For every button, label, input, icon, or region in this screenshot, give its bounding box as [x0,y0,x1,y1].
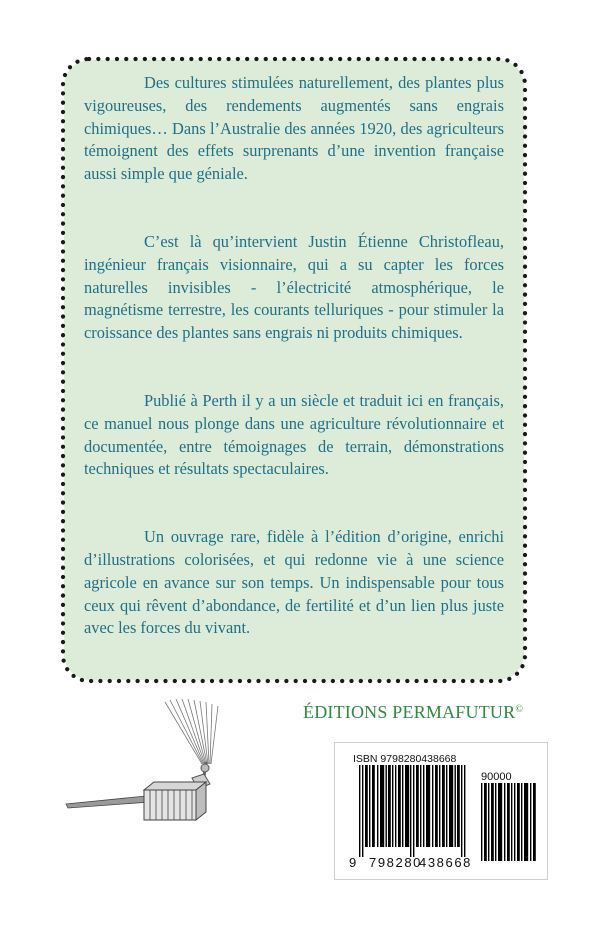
copyright-mark: © [515,704,524,715]
isbn-barcode [349,765,473,857]
blurb-paragraph-1: Des cultures stimulées naturellement, des plantes plus vigoureuses, des rendements augmentés sans engrais chimiques… Dans l’Australie des années 1920, des agriculteurs témoignent des effets surprenants d’une invention française aussi simple que géniale. [84,73,504,184]
blurb-paragraph-4: Un ouvrage rare, fidèle à l’édition d’origine, enrichi d’illustrations colorisées, et qui redonne vie à une science agricole en avance sur son temps. Un indispensable pour tous ceux qui rêvent d’abondance, de fertilité et d’un lien plus juste avec les forces du vivant. [84,527,504,638]
blurb-paragraph-2: C’est là qu’intervient Justin Étienne Christofleau, ingénieur français visionnaire, qui a su capter les forces naturelles invisibles - l’électricité atmosphérique, le magnétisme terrestre, les courants telluriques - pour stimuler la croissance des plantes sans engrais ni produits chimiques. [84,231,504,343]
barcode-digits-left: 798280 [369,855,422,870]
barcode-digits-right: 438668 [419,855,472,870]
blurb-text [84,72,504,640]
price-code: 90000 [481,771,512,783]
blurb-paragraph-3: Publié à Perth il y a un siècle et traduit ici en français, ce manuel nous plonge dans une agriculture révolutionnaire et documentée, entre témoignages de terrain, démonstrations techniques et résultats spectaculaires. [84,390,504,479]
barcode-digit-first: 9 [349,855,357,870]
publisher-name [303,702,523,723]
electro-culture-antenna-icon [60,696,250,846]
barcode-panel [334,742,548,880]
price-addon-barcode [481,783,537,861]
isbn-label: ISBN 9798280438668 [353,753,457,765]
publisher-name-text: ÉDITIONS PERMAFUTUR [303,702,516,722]
